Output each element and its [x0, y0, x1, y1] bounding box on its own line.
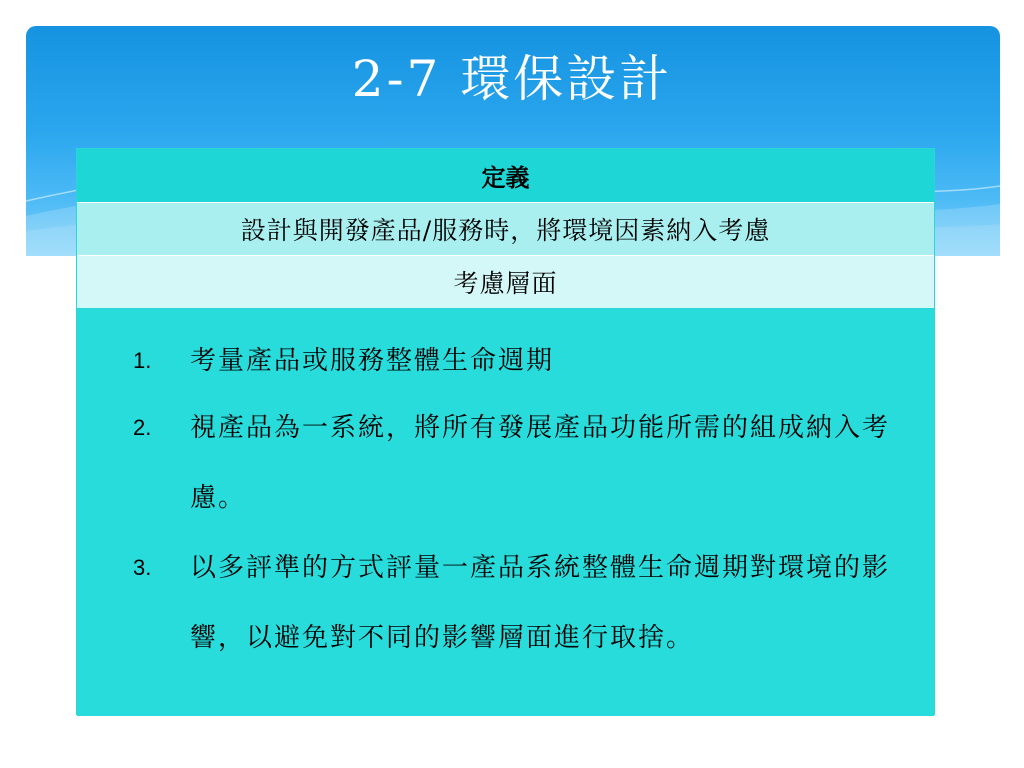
list-item-number: 2. — [133, 415, 152, 440]
list-item-number: 3. — [133, 555, 152, 580]
list-item-text: 考量產品或服務整體生命週期 — [190, 346, 555, 376]
list-item — [77, 393, 934, 533]
list-item-text: 以多評準的方式評量一產品系統整體生命週期對環境的影響，以避免對不同的影響層面進行取捨。 — [190, 553, 891, 653]
definition-row: 設計與開發產品/服務時，將環境因素納入考慮 — [77, 203, 934, 256]
considerations-header: 考慮層面 — [77, 256, 934, 309]
list-item — [77, 329, 934, 393]
slide-title: 2-7 環保設計 — [351, 50, 673, 108]
list-item-text: 視產品為一系統，將所有發展產品功能所需的組成納入考慮。 — [190, 413, 891, 513]
definition-table — [76, 148, 935, 715]
list-item — [77, 533, 934, 673]
considerations-list — [77, 309, 934, 716]
list-item-number: 1. — [133, 348, 152, 373]
table-header: 定義 — [77, 149, 934, 203]
